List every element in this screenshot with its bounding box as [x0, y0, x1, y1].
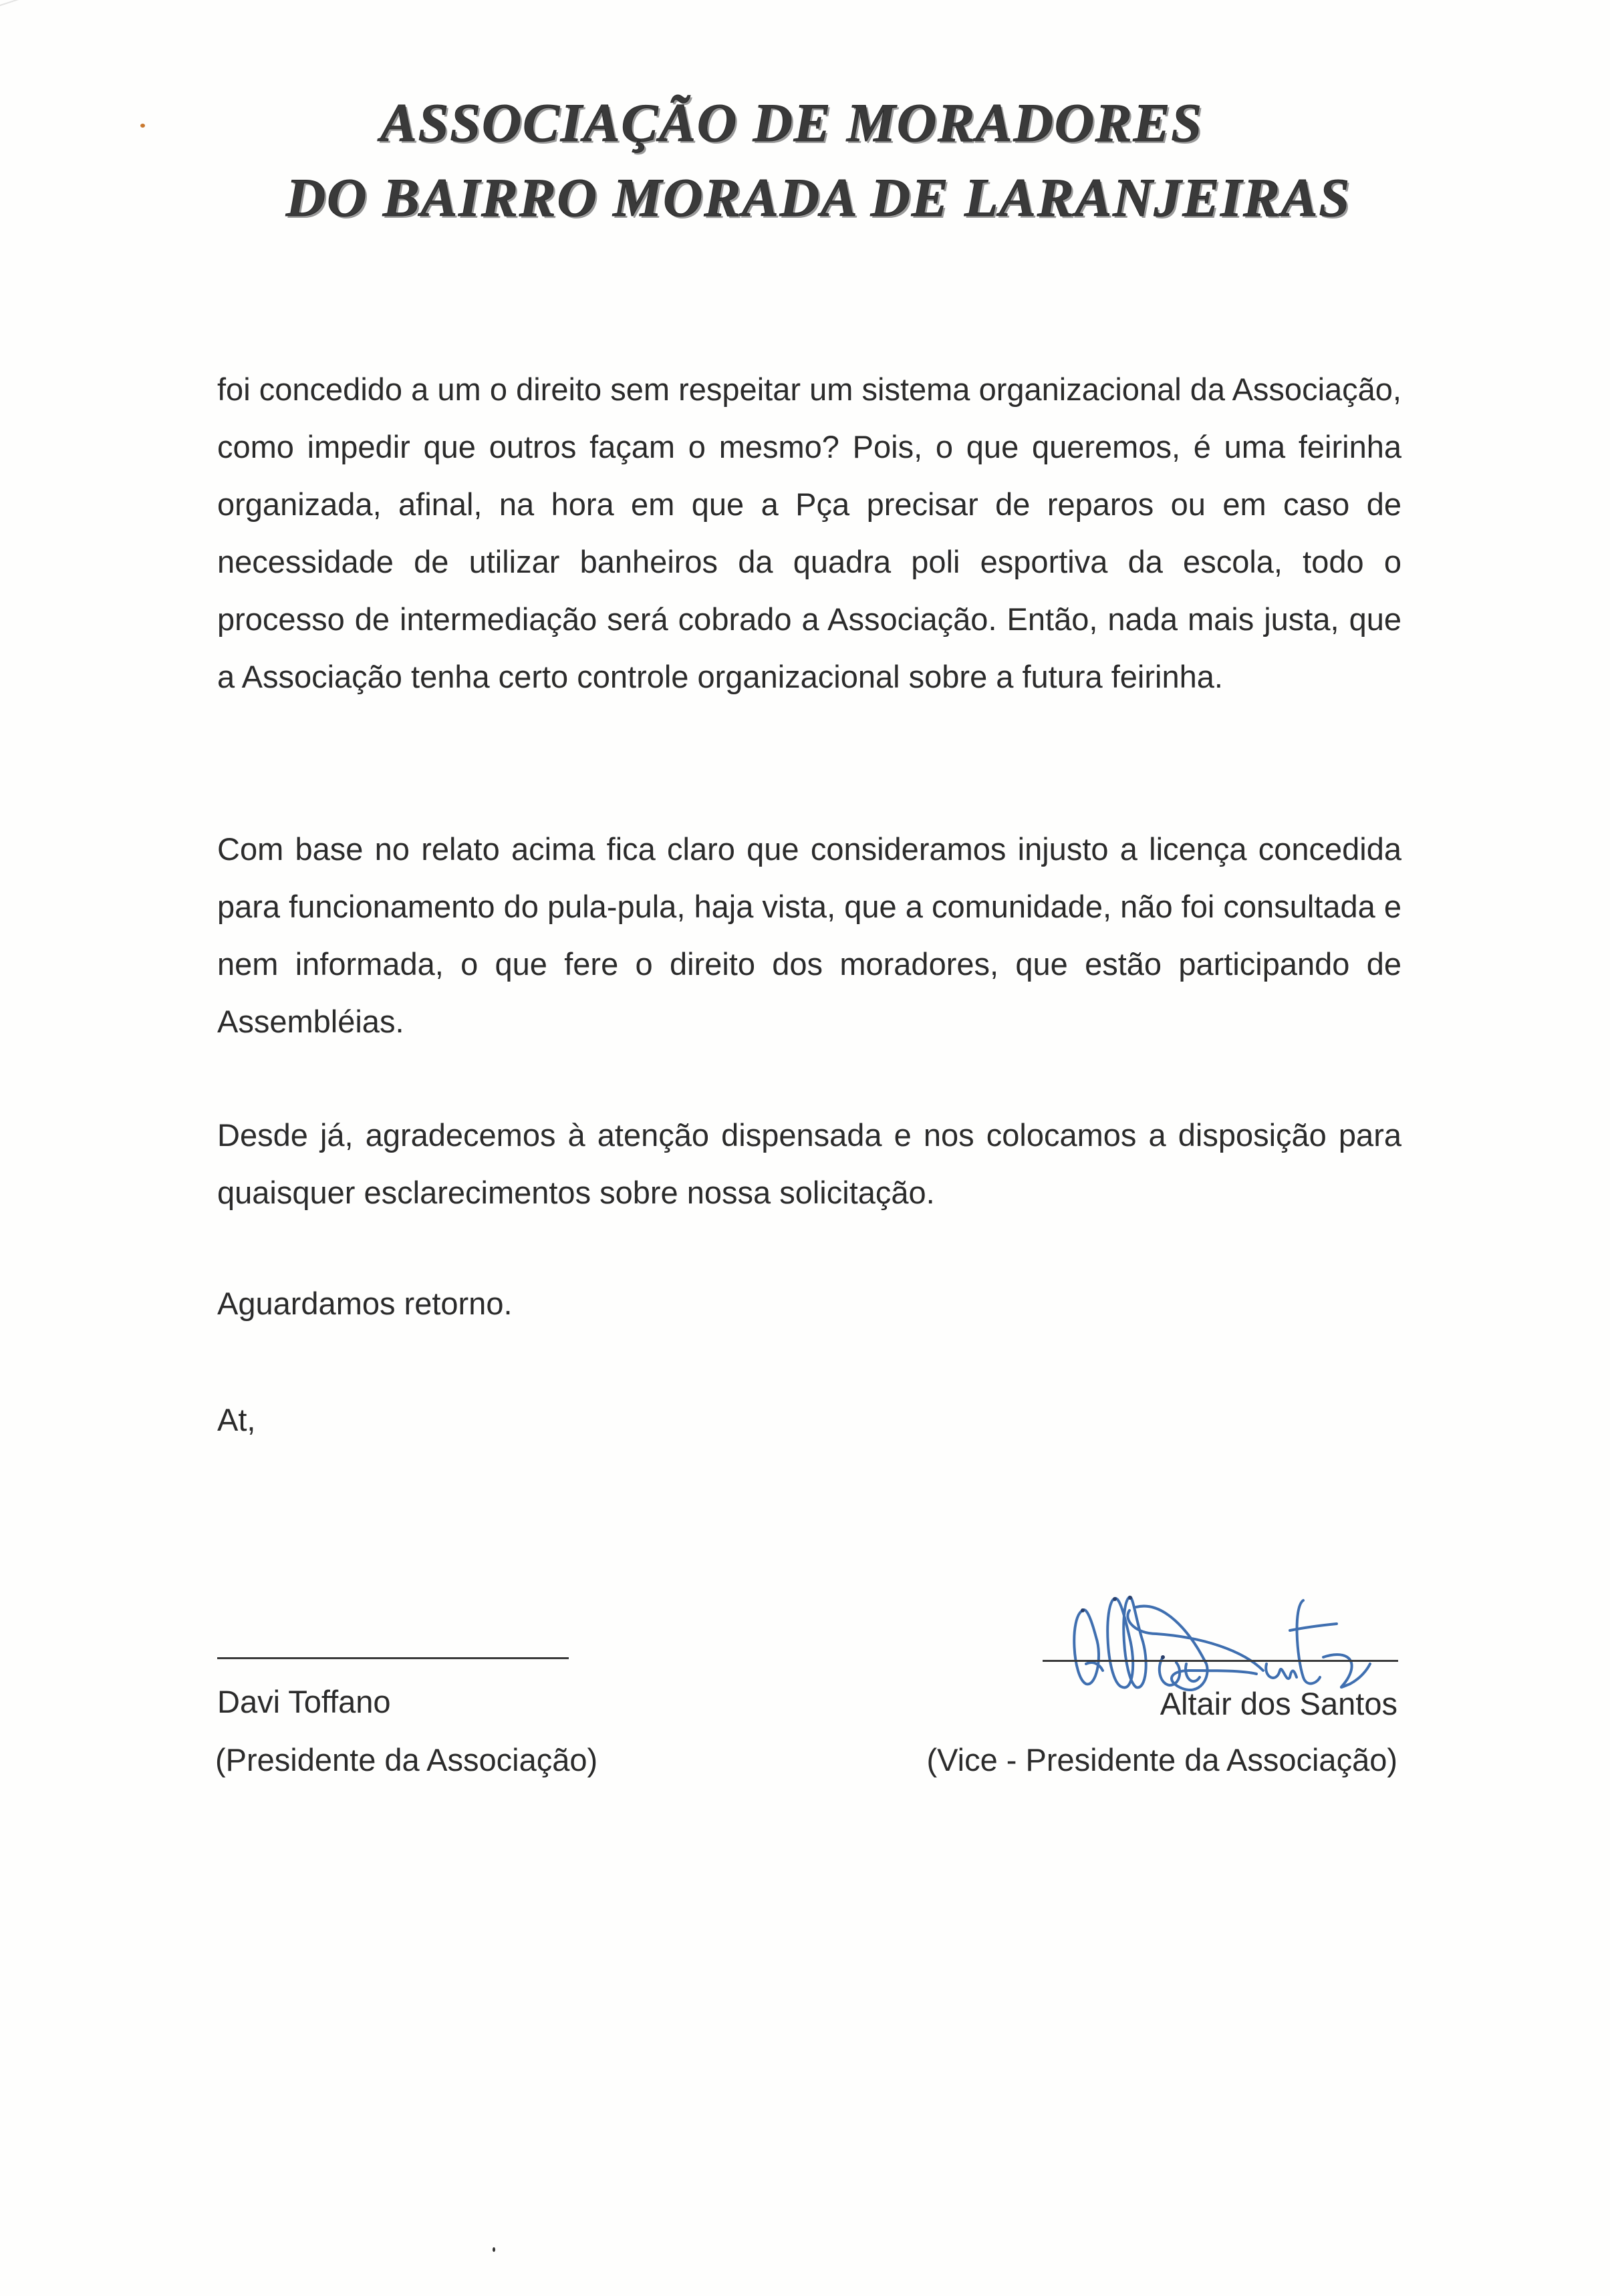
paragraph-text: Com base no relato acima fica claro que consideramos injusto a licença concedida para funcionamento do pula-pula, haja vista, que a comunidade, não foi consultada e nem informada, o que fere o direito dos moradores, que estão participando de Assembléias. [217, 831, 1401, 1039]
signatory-name-left: Davi Toffano [217, 1684, 391, 1719]
signatory-role-right: (Vice - Presidente da Associação) [926, 1742, 1397, 1777]
letter-closing [217, 1275, 1401, 1332]
page-crease-mark [0, 0, 177, 15]
letterhead-title-line-1: ASSOCIAÇÃO DE MORADORES [380, 92, 1203, 153]
paragraph-text: foi concedido a um o direito sem respeitar um sistema organizacional da Associação, como impedir que outros façam o mesmo? Pois, o que queremos, é uma feirinha organizada, afinal, na hora em que a Pça precisar de reparos ou em caso de necessidade de utilizar banheiros da quadra poli esportiva da escola, todo o processo de intermediação será cobrado a Associação. Então, nada mais justa, que a Associação tenha certo controle organizacional sobre a futura feirinha. [217, 372, 1401, 694]
salutation-text: At, [217, 1402, 256, 1437]
signatory-role-left: (Presidente da Associação) [215, 1742, 598, 1777]
letter-body-paragraph [217, 821, 1401, 1050]
handwritten-signature-icon [1056, 1577, 1403, 1697]
signature-line-left [217, 1657, 569, 1659]
signature-line-right [1043, 1660, 1398, 1662]
letter-salutation [217, 1391, 1401, 1449]
letterhead-title-line-2: DO BAIRRO MORADA DE LARANJEIRAS [285, 167, 1351, 228]
closing-text: Aguardamos retorno. [217, 1286, 513, 1321]
letter-body-paragraph [217, 1107, 1401, 1222]
letter-body-paragraph [217, 361, 1401, 706]
paper-speck [493, 2247, 495, 2252]
paragraph-text: Desde já, agradecemos à atenção dispensada e nos colocamos a disposição para quaisquer esclarecimentos sobre nossa solicitação. [217, 1117, 1401, 1210]
letterhead [0, 86, 1610, 235]
signatory-name-right: Altair dos Santos [1160, 1686, 1397, 1721]
